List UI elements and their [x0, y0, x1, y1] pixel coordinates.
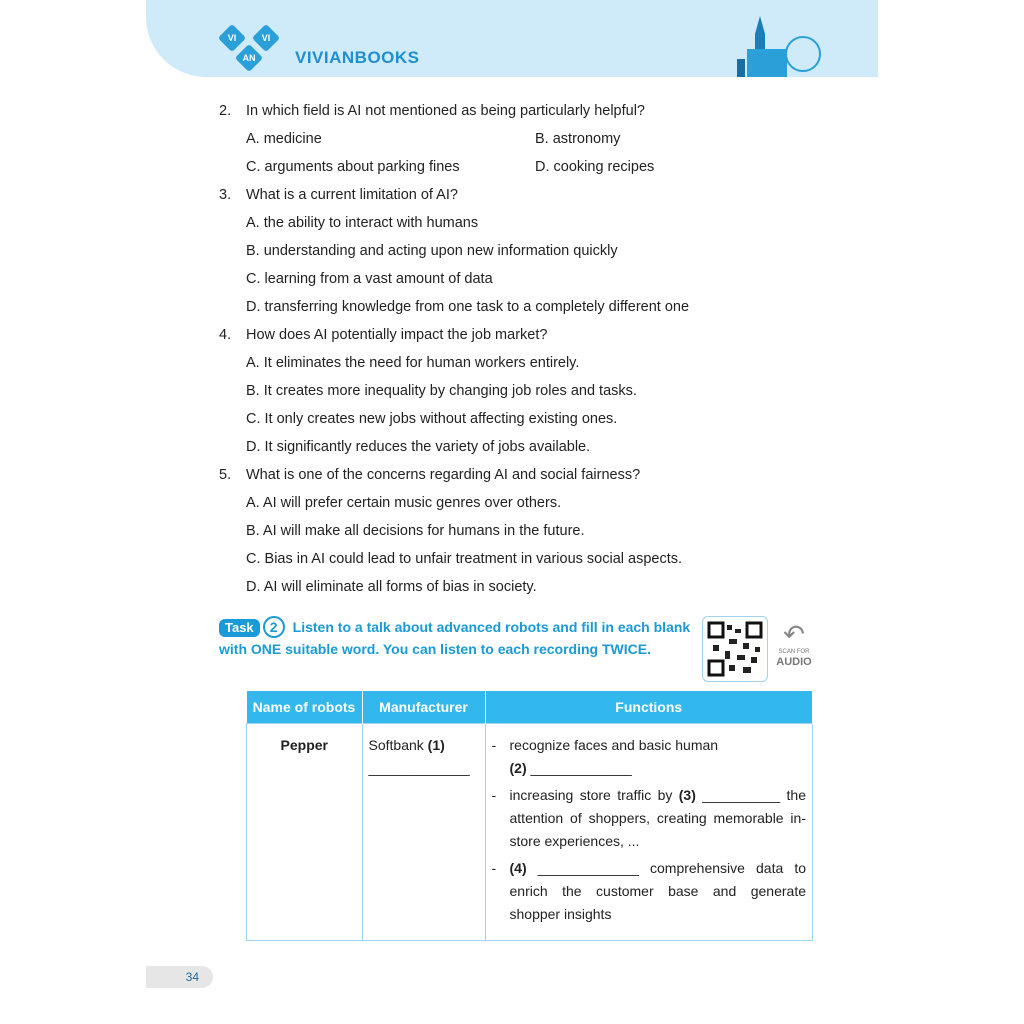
answer-option[interactable]: B. understanding and acting upon new information quickly — [246, 243, 618, 259]
task-badge: Task — [219, 619, 260, 637]
question-text: In which field is AI not mentioned as being particularly helpful? — [246, 103, 645, 119]
qr-code-icon — [703, 617, 767, 681]
function-text-blank[interactable]: _____________ — [526, 760, 632, 776]
answer-option[interactable]: B. AI will make all decisions for humans in the future. — [246, 523, 585, 539]
scan-for-label: SCAN FOR — [778, 649, 810, 655]
function-item: - recognize faces and basic human (2) _____________ — [491, 737, 719, 776]
page-number — [146, 966, 213, 988]
answer-option[interactable]: A. the ability to interact with humans — [246, 215, 479, 231]
blank-1-label: (1) — [427, 737, 445, 753]
back-arrow-icon: ↶ — [783, 619, 805, 649]
question-number: 3. — [219, 187, 232, 203]
london-skyline-icon — [735, 14, 825, 77]
blank-label: (4) — [509, 860, 527, 876]
robot-name: Pepper — [247, 724, 363, 941]
function-item: - (4) _____________ comprehensive data to enrich the customer base and generate shopper insights — [491, 860, 806, 922]
logo-letter: AN — [242, 53, 256, 63]
table-row — [247, 724, 813, 941]
answer-option[interactable]: C. arguments about parking fines — [246, 159, 460, 175]
col-header-manufacturer: Manufacturer — [362, 691, 485, 724]
answer-option[interactable]: B. astronomy — [535, 131, 621, 147]
question-number: 2. — [219, 103, 232, 119]
question-text: What is one of the concerns regarding AI and social fairness? — [246, 467, 641, 483]
qr-code[interactable] — [702, 616, 768, 682]
logo-letter: VI — [227, 33, 237, 43]
question-text: How does AI potentially impact the job market? — [246, 327, 548, 343]
function-text: increasing store traffic by — [509, 787, 679, 803]
answer-option[interactable]: D. It significantly reduces the variety of jobs available. — [246, 439, 591, 455]
function-text-blank[interactable]: __________ the attention of shoppers, creating memorable in-store experiences, ... — [509, 787, 806, 849]
answer-option[interactable]: B. It creates more inequality by changing job roles and tasks. — [246, 383, 637, 399]
task-number: 2 — [263, 616, 285, 638]
question-number: 4. — [219, 327, 232, 343]
blank-label: (2) — [509, 760, 527, 776]
function-item: - increasing store traffic by (3) __________ the attention of shoppers, creating memorable in-store experiences, ... — [491, 787, 806, 849]
blank-1[interactable]: _____________ — [368, 760, 470, 776]
question-text: What is a current limitation of AI? — [246, 187, 458, 203]
answer-option[interactable]: C. It only creates new jobs without affecting existing ones. — [246, 411, 618, 427]
col-header-functions: Functions — [485, 691, 813, 724]
answer-option[interactable]: D. cooking recipes — [535, 159, 655, 175]
question-number: 5. — [219, 467, 232, 483]
scan-for-audio — [774, 620, 814, 669]
vivianbooks-logo — [216, 24, 286, 74]
function-text: recognize faces and basic human — [509, 737, 719, 753]
audio-label: AUDIO — [776, 656, 812, 668]
answer-option[interactable]: D. AI will eliminate all forms of bias in society. — [246, 579, 537, 595]
functions-cell — [485, 724, 813, 941]
answer-option[interactable]: C. Bias in AI could lead to unfair treatment in various social aspects. — [246, 551, 683, 567]
manufacturer-cell — [362, 724, 485, 941]
answer-option[interactable]: C. learning from a vast amount of data — [246, 271, 493, 287]
col-header-name: Name of robots — [247, 691, 363, 724]
brand-name: VIVIANBOOKS — [295, 48, 420, 67]
page-number-text: 34 — [185, 970, 199, 984]
answer-option[interactable]: D. transferring knowledge from one task to a completely different one — [246, 299, 690, 315]
manufacturer: Softbank — [368, 737, 424, 753]
answer-option[interactable]: A. medicine — [246, 131, 322, 147]
answer-option[interactable]: A. AI will prefer certain music genres over others. — [246, 495, 562, 511]
answer-option[interactable]: A. It eliminates the need for human workers entirely. — [246, 355, 580, 371]
task-text: Listen to a talk about advanced robots and fill in each blank with ONE suitable word. You can listen to each recording TWICE. — [219, 619, 691, 657]
robots-table — [246, 691, 813, 941]
function-text-blank[interactable]: _____________ comprehensive data to enrich the customer base and generate shopper insights — [509, 860, 806, 922]
task-instruction — [219, 616, 695, 660]
blank-label: (3) — [678, 787, 696, 803]
logo-letter: VI — [261, 33, 271, 43]
